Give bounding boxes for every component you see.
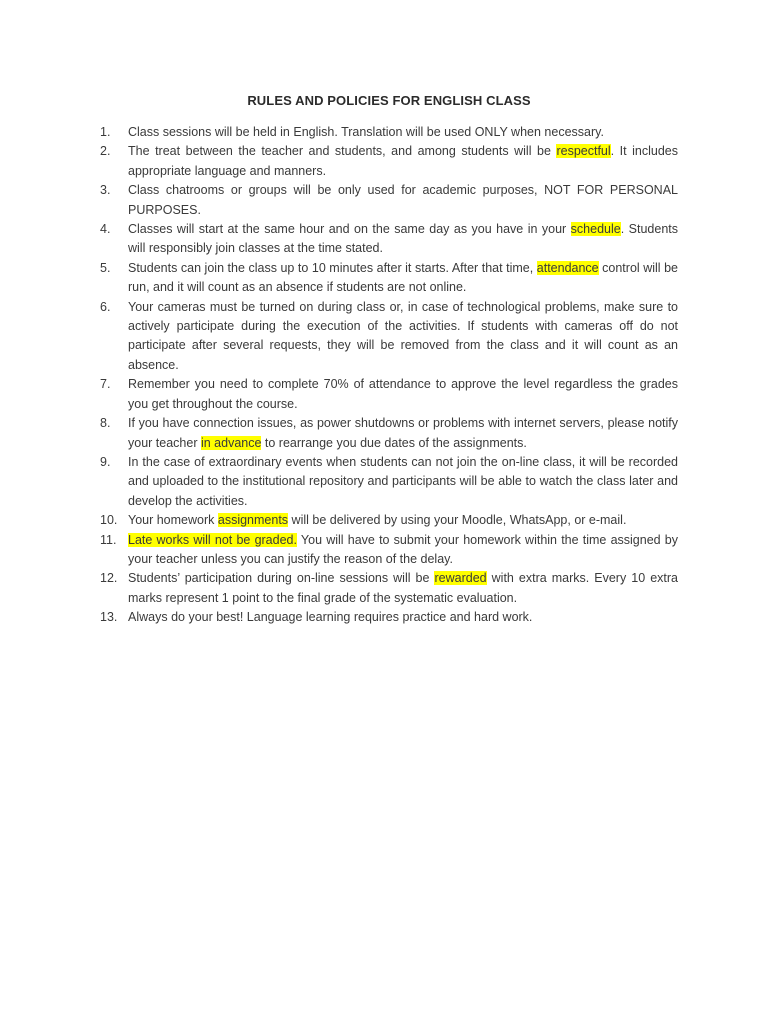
highlighted-text: Late works will not be graded. [128, 532, 297, 547]
rule-text: with extra marks. Every 10 extra marks represent 1 point to the final grade of the systematic evaluation. [128, 571, 678, 605]
highlighted-text: respectful [556, 144, 611, 159]
rule-number: 5. [100, 260, 111, 275]
rule-number: 11. [100, 532, 117, 547]
rule-number: 1. [100, 125, 111, 139]
rule-number: 13. [100, 610, 118, 625]
rule-text: Classes will start at the same hour and on the same day as you have in your [128, 222, 571, 237]
rule-number: 4. [100, 222, 111, 237]
rule-number: 2. [100, 144, 111, 159]
rule-item [100, 414, 678, 453]
highlighted-text: in advance [200, 435, 262, 450]
rule-item [100, 569, 678, 608]
rule-text: The treat between the teacher and students, and among students will be [128, 144, 557, 159]
rule-number: 7. [100, 377, 111, 392]
rule-number: 12. [100, 571, 118, 586]
rule-item [100, 375, 678, 414]
rule-item [100, 511, 678, 530]
rule-item [100, 298, 678, 376]
highlighted-text: attendance [536, 260, 599, 275]
rule-text: Students’ participation during on-line sessions will be [128, 571, 435, 586]
rules-list [100, 123, 678, 628]
rule-item [100, 608, 678, 627]
rule-item [100, 453, 678, 511]
rule-text: control will be run, and it will count as an absence if students are not online. [128, 260, 679, 295]
rule-text: You will have to submit your homework within the time assigned by your teacher unless you can justify the reason of the delay. [128, 532, 678, 566]
page-title: RULES AND POLICIES FOR ENGLISH CLASS [247, 93, 531, 108]
rule-item [100, 142, 678, 181]
rule-text: Students can join the class up to 10 minutes after it starts. After that time, [128, 260, 537, 275]
highlighted-text: rewarded [434, 571, 487, 586]
rule-text: to rearrange you due dates of the assignments. [261, 435, 527, 450]
rule-number: 9. [100, 454, 111, 469]
rule-item [100, 259, 678, 298]
highlighted-text: schedule [570, 222, 621, 237]
rule-text: Class sessions will be held in English. Translation will be used ONLY when necessary. [128, 125, 604, 139]
rule-item [100, 181, 678, 220]
rule-item [100, 531, 678, 570]
rule-number: 10. [100, 513, 118, 528]
rule-text: Always do your best! Language learning requires practice and hard work. [128, 610, 533, 625]
rule-text: Class chatrooms or groups will be only used for academic purposes, NOT FOR PERSONAL PURPOSES. [128, 183, 678, 217]
rule-text: In the case of extraordinary events when students can not join the on-line class, it will be recorded and uploaded to the institutional repository and participants will be able to watch the class later and develop the activities. [128, 454, 678, 508]
rule-item [100, 220, 678, 259]
rule-text: Remember you need to complete 70% of attendance to approve the level regardless the grades you get throughout the course. [128, 377, 678, 411]
rule-text: . Students will responsibly join classes at the time stated. [128, 222, 678, 256]
rule-text: . It includes appropriate language and manners. [128, 144, 679, 178]
rule-number: 3. [100, 183, 111, 198]
rule-number: 8. [100, 416, 111, 431]
rule-text: will be delivered by using your Moodle, WhatsApp, or e-mail. [288, 513, 627, 528]
highlighted-text: assignments [217, 513, 289, 528]
rule-text: Your cameras must be turned on during class or, in case of technological problems, make sure to actively participate during the execution of the activities. If students with cameras off do not participate after several requests, they will be removed from the class and it will count as an absence. [128, 299, 678, 372]
rule-number: 6. [100, 299, 111, 314]
rule-item [100, 123, 678, 142]
rule-text: Your homework [128, 513, 218, 528]
rule-text: If you have connection issues, as power shutdowns or problems with internet servers, please notify your teacher [128, 416, 678, 450]
